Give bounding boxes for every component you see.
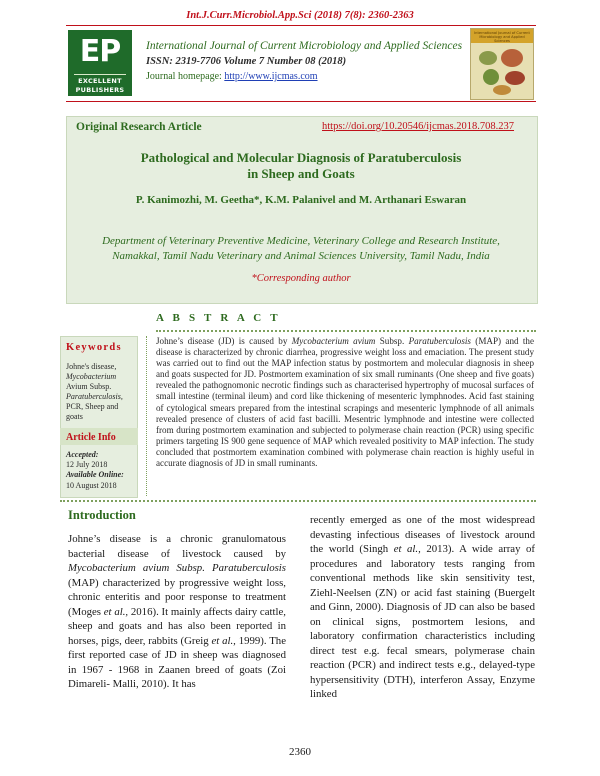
corresponding-author: *Corresponding author — [251, 273, 351, 284]
keyword: PCR, Sheep and — [66, 402, 119, 411]
abstract-text — [156, 336, 534, 469]
title-line-2: in Sheep and Goats — [247, 166, 355, 181]
introduction-heading: Introduction — [68, 508, 136, 522]
intro-text-run: Johne’s disease is a chronic granulomatous bacterial disease of livestock caused by — [68, 533, 286, 560]
affiliation — [70, 234, 532, 264]
header-rule-bottom — [66, 101, 536, 102]
cover-graphic — [505, 71, 525, 85]
keyword: Avium Subsp. — [66, 382, 112, 391]
logo-divider — [74, 74, 126, 75]
intro-text-run: 1999). The first reported case of JD in sheep was diagnosed in 1967 - 1968 in Zaanen breed of goats (Zoi Dimareli- Malli, 2010). It has — [68, 634, 286, 690]
abstract-text-run: Johne’s disease (JD) is caused by — [156, 336, 292, 346]
affiliation-line-1: Department of Veterinary Preventive Medicine, Veterinary College and Research Institute, — [102, 235, 500, 247]
homepage-label: Journal homepage: — [146, 71, 225, 82]
introduction-right-column — [310, 513, 535, 702]
abstract-text-run: (MAP) and the disease is characterized by chronic diarrhea, progressive weight loss and emaciation. The present study was carried out to find out the MAP infection status by postmortem and molecular diagnosis in sheep and goats suspected for JD. Postmortem examination of six small ruminants (One sheep and five goats) revealed the pathognomonic necrotic findings such as characterised hypertrophy of mucosal surfaces of small intestine (terminal ileum) and cord like thickening of mesenteric lymphnodes. Acid fast staining of cytological smears prepared from the intestinal scrapings and mesenteric lymphnode of all animals revealed presence of clusters of acid fast bacilli. Mesentric lymphnode and intestine were collected from during postmortem examination and subjected to polymerase chain reaction (PCR) using specific primers targeting IS 900 gene sequence of MAP which revealed positivity to MAP infection. The study concluded that postmortem examination combined with polymerase chain reaction is highly useful in accurate diagnosis of JD in small ruminants. — [156, 336, 535, 469]
journal-homepage — [146, 71, 318, 82]
cover-title: International Journal of Current Microbiology and Applied Sciences — [474, 31, 530, 43]
intro-italic-run: et al., — [211, 634, 236, 647]
abstract-heading: A B S T R A C T — [156, 312, 281, 324]
logo-letters: EP — [79, 34, 121, 69]
page-number: 2360 — [289, 746, 311, 758]
doi-text[interactable]: https://doi.org/10.20546/ijcmas.2018.708.237 — [322, 121, 515, 132]
logo-text-1: EXCELLENT — [78, 77, 122, 85]
journal-cover-image — [470, 28, 534, 100]
article-info-heading: Article Info — [66, 432, 116, 443]
abstract-bottom-rule — [60, 500, 536, 502]
keyword: Paratuberculosis, — [66, 392, 123, 401]
abstract-divider — [146, 336, 147, 496]
intro-text-run: recently emerged as one of the most widespread devasting infectious diseases of livestock around the world (Singh — [310, 514, 535, 555]
keywords-heading: Keywords — [66, 342, 122, 353]
publisher-logo — [68, 30, 132, 96]
intro-text-run: (MAP) characterized by progressive weight loss, chronic enteritis and poor response to treatment (Moges — [68, 576, 286, 618]
abstract-rule — [156, 330, 536, 332]
keyword: Mycobacterium — [66, 372, 117, 381]
keyword: Johne's disease, — [66, 362, 117, 371]
cover-graphic — [483, 69, 499, 85]
abstract-italic-run: Mycobacterium avium — [291, 336, 376, 346]
online-date: 10 August 2018 — [66, 480, 117, 490]
keywords-list — [66, 362, 132, 422]
intro-text-run: 2013). A wide array of procedures and laboratory tests ranging from conventional methods like skin sensitivity test, Ziehl-Neelsen (ZN) or acid fast staining (Buergelt and Ginn, 2000). Diagnosis of JD can also be based on clinical signs, postmortem lesions, and laboratory confirmation characteristics including direct test e.g. fecal smears, polymerase chain reaction (PCR) and indirect tests e.g., delayed-type hypersensitivity (DTH), interferon Assay, Enzyme linked — [310, 543, 535, 700]
keyword: goats — [66, 412, 83, 421]
issn-line: ISSN: 2319-7706 Volume 7 Number 08 (2018) — [146, 56, 347, 67]
intro-italic-run: et al., — [393, 543, 421, 555]
accepted-date: 12 July 2018 — [66, 460, 108, 470]
intro-italic-run: et al., — [103, 605, 129, 618]
journal-title: International Journal of Current Microbiology and Applied Sciences — [146, 40, 463, 52]
homepage-link[interactable]: http://www.ijcmas.com — [224, 71, 318, 82]
online-label: Available Online: — [66, 470, 124, 480]
abstract-italic-run: Paratuberculosis — [408, 336, 471, 346]
introduction-left-column — [68, 532, 286, 692]
affiliation-line-2: Namakkal, Tamil Nadu Veterinary and Animal Sciences University, Tamil Nadu, India — [112, 250, 490, 262]
header-rule-top — [66, 25, 536, 26]
cover-graphic — [501, 49, 523, 67]
journal-citation: Int.J.Curr.Microbiol.App.Sci (2018) 7(8): 2360-2363 — [186, 10, 414, 21]
article-info-body — [66, 450, 138, 491]
article-title — [70, 150, 532, 182]
doi-link[interactable] — [322, 121, 514, 132]
authors: P. Kanimozhi, M. Geetha*, K.M. Palanivel and M. Arthanari Eswaran — [135, 194, 467, 206]
cover-graphic — [493, 85, 511, 95]
accepted-label: Accepted: — [66, 450, 99, 459]
intro-italic-run: Mycobacterium avium Subsp. Paratuberculosis — [68, 562, 286, 574]
abstract-text-run: Subsp. — [375, 336, 409, 346]
article-type: Original Research Article — [76, 121, 202, 133]
logo-text-2: PUBLISHERS — [75, 86, 125, 94]
cover-graphic — [479, 51, 497, 65]
intro-text-run: 2016). It mainly affects dairy cattle, sheep and goats and has also been reported in horses, pigs, deer, rabbits (Greig — [68, 605, 287, 647]
title-line-1: Pathological and Molecular Diagnosis of Paratuberculosis — [140, 150, 462, 165]
